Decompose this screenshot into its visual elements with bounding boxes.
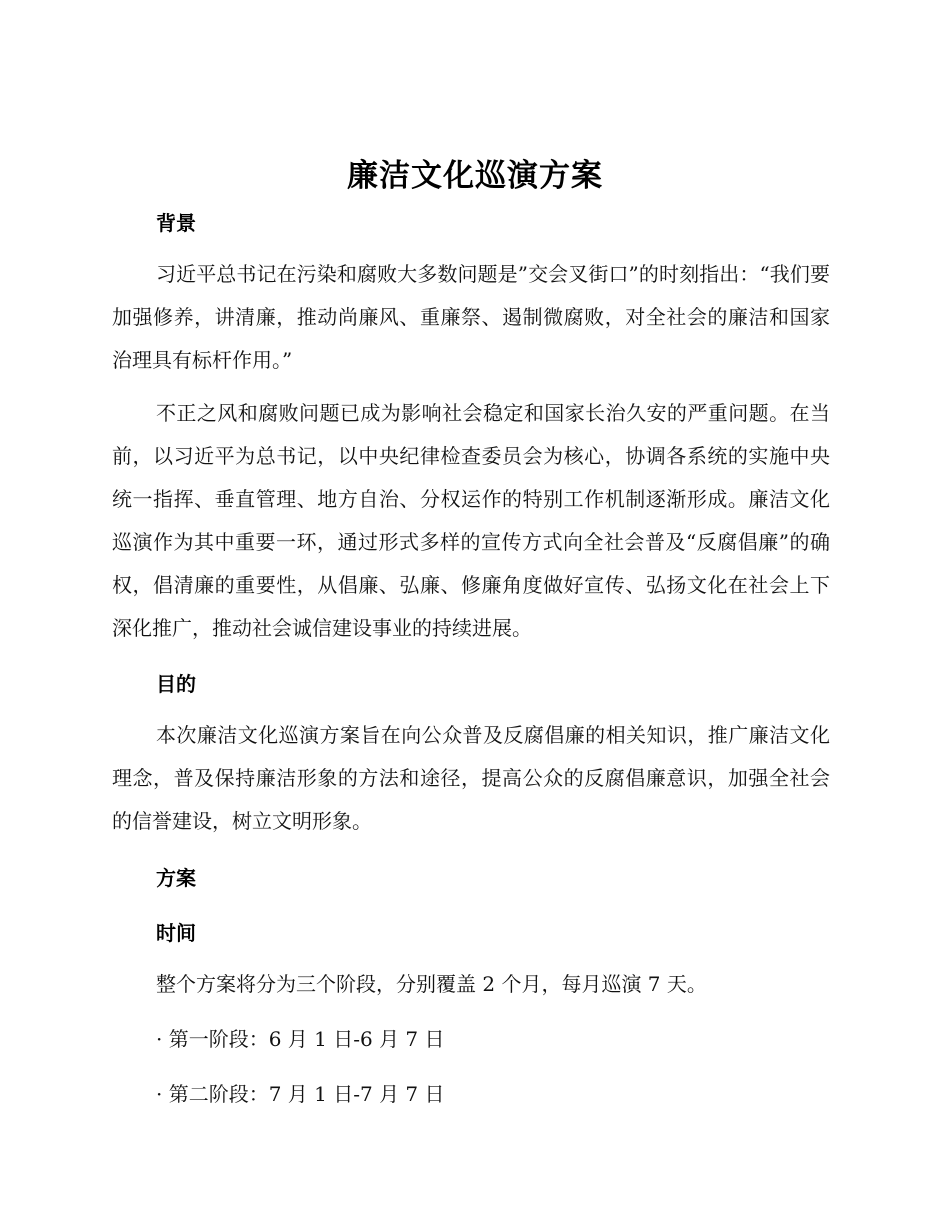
purpose-paragraph: 本次廉洁文化巡演方案旨在向公众普及反腐倡廉的相关知识，推广廉洁文化理念，普及保持廉洁形象的方法和途径，提高公众的反腐倡廉意识，加强全社会的信誉建设，树立文明形象。 xyxy=(112,723,830,833)
section-heading-background: 背景 xyxy=(156,211,196,235)
stage-2-item: · 第二阶段：7 月 1 日-7 月 7 日 xyxy=(156,1082,445,1106)
time-paragraph: 整个方案将分为三个阶段，分别覆盖 2 个月，每月巡演 7 天。 xyxy=(156,972,707,996)
background-paragraph-2: 不正之风和腐败问题已成为影响社会稳定和国家长治久安的严重问题。在当前，以习近平为总书记，以中央纪律检查委员会为核心，协调各系统的实施中央统一指挥、垂直管理、地方自治、分权运作的特别工作机制逐渐形成。廉洁文化巡演作为其中重要一环，通过形式多样的宣传方式向全社会普及“反腐倡廉”的确权，倡清廉的重要性，从倡廉、弘廉、修廉角度做好宣传、弘扬文化在社会上下深化推广，推动社会诚信建设事业的持续进展。 xyxy=(112,401,830,640)
section-heading-plan: 方案 xyxy=(156,866,196,890)
section-heading-time: 时间 xyxy=(156,921,196,945)
stage-1-item: · 第一阶段：6 月 1 日-6 月 7 日 xyxy=(156,1027,445,1051)
section-heading-purpose: 目的 xyxy=(156,672,196,696)
background-paragraph-1: 习近平总书记在污染和腐败大多数问题是”交会叉街口”的时刻指出：“我们要加强修养，讲清廉，推动尚廉风、重廉祭、遏制微腐败，对全社会的廉洁和国家治理具有标杆作用。” xyxy=(112,262,830,372)
document-title: 廉洁文化巡演方案 xyxy=(347,158,603,194)
